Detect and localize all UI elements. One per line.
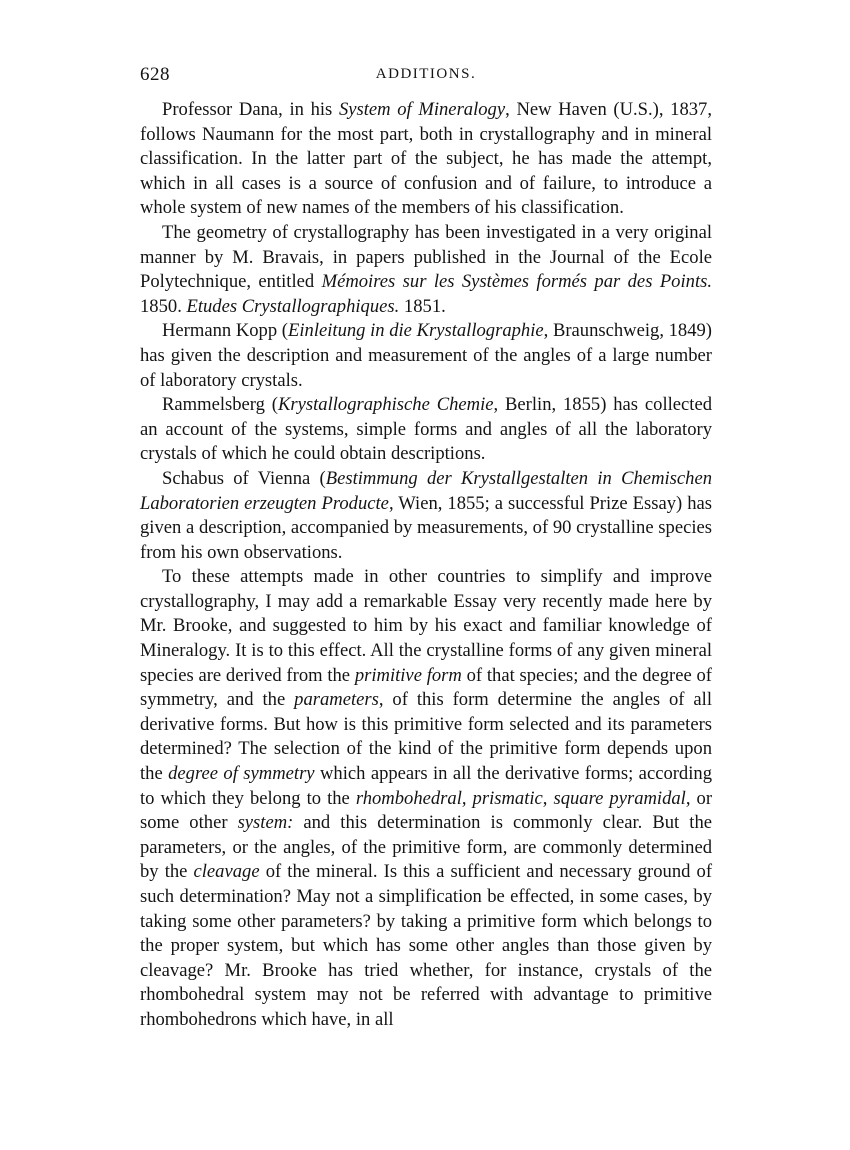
text-run: , (542, 787, 554, 809)
text-run: Schabus of Vienna ( (162, 467, 326, 489)
paragraph-rammelsberg (140, 393, 712, 467)
text-run: , (461, 787, 473, 809)
text-run: of the mineral. Is this a sufficient and necessary ground of such determination? May not a simplification be effected, in some cases, by taking some other parameters? by taking a primitive form which belongs to the proper system, but which has some other angles than those given by cleavage? Mr. Brooke has tried whether, for instance, crystals of the rhombohedral system may not be referred with advantage to primitive rhombohedrons which have, in all (140, 861, 713, 1030)
page-number: 628 (140, 64, 170, 85)
paragraph-schabus (140, 467, 712, 565)
book-title: Mémoires sur les Systèmes formés par des Points. (321, 271, 712, 293)
emphasis-term: rhombohedral (355, 787, 462, 809)
text-run: , New Haven (U.S.), 1837, follows Naumann for the most part, both in crystallography and in mineral classification. In the latter part of the subject, he has made the attempt, which in all cases is a source of confusion and of failure, to introduce a whole system of new names of the members of his classification. (140, 99, 712, 219)
emphasis-term: primitive form (354, 664, 462, 686)
text-run: Professor Dana, in his (162, 99, 339, 120)
text-run: , Braunschweig, 1849) has given the description and measurement of the angles of a large number of laboratory crystals. (140, 320, 712, 391)
running-head: ADDITIONS. (375, 66, 477, 82)
emphasis-term: cleavage (193, 861, 260, 883)
text-run: which appears in all the derivative forms; according to which they belong to the (140, 763, 712, 809)
text-run: , Berlin, 1855) has collected an account of the systems, simple forms and angles of all the laboratory crystals of which he could obtain descriptions. (140, 394, 713, 465)
text-run: , Wien, 1855; a successful Prize Essay) has given a description, accompanied by measurements, of 90 crystalline species from his own observations. (140, 492, 712, 563)
emphasis-term: degree of symmetry (168, 763, 315, 785)
emphasis-term: parameters (294, 689, 379, 711)
text-run: 1851. (399, 295, 446, 317)
book-title: System of Mineralogy (338, 99, 506, 120)
emphasis-term: square pyramidal (553, 787, 686, 809)
book-title: Bestimmung der Krystallgestalten in Chemischen Laboratorien erzeugten Producte (140, 467, 712, 514)
book-title: Etudes Crystallographiques. (186, 295, 400, 317)
text-run: of that species; and the degree of symmetry, and the (140, 664, 712, 711)
text-run: Rammelsberg ( (162, 394, 278, 416)
paragraph-brooke (140, 565, 712, 1032)
text-run: 1850. (140, 295, 187, 317)
text-run: The geometry of crystallography has been investigated in a very original manner by M. Bravais, in papers published in the Journal of the Ecole Polytechnique, entitled (140, 221, 712, 293)
emphasis-term: prismatic (472, 787, 543, 809)
text-run: , or some other (140, 787, 713, 834)
paragraph-dana (140, 98, 712, 221)
body-text (140, 98, 712, 1033)
book-title: Krystallographische Chemie (278, 394, 494, 416)
paragraph-bravais (140, 221, 712, 319)
text-run: To these attempts made in other countries to simplify and improve crystallography, I may add a remarkable Essay very recently made here by Mr. Brooke, and suggested to him by his exact and familiar knowledge of Mineralogy. It is to this effect. All the crystalline forms of any given mineral species are derived from the (140, 566, 712, 686)
text-run: , of this form determine the angles of all derivative forms. But how is this primitive form selected and its parameters determined? The selection of the kind of the primitive form depends upon the (140, 689, 712, 785)
text-run: Hermann Kopp ( (162, 320, 288, 342)
text-run: and this determination is commonly clear. But the parameters, or the angles, of the primitive form, are commonly determined by the (140, 812, 712, 883)
page-header (140, 64, 712, 90)
book-page (140, 64, 712, 1033)
book-title: Einleitung in die Krystallographie (288, 320, 544, 342)
paragraph-kopp (140, 319, 712, 393)
emphasis-term: system: (237, 812, 294, 834)
